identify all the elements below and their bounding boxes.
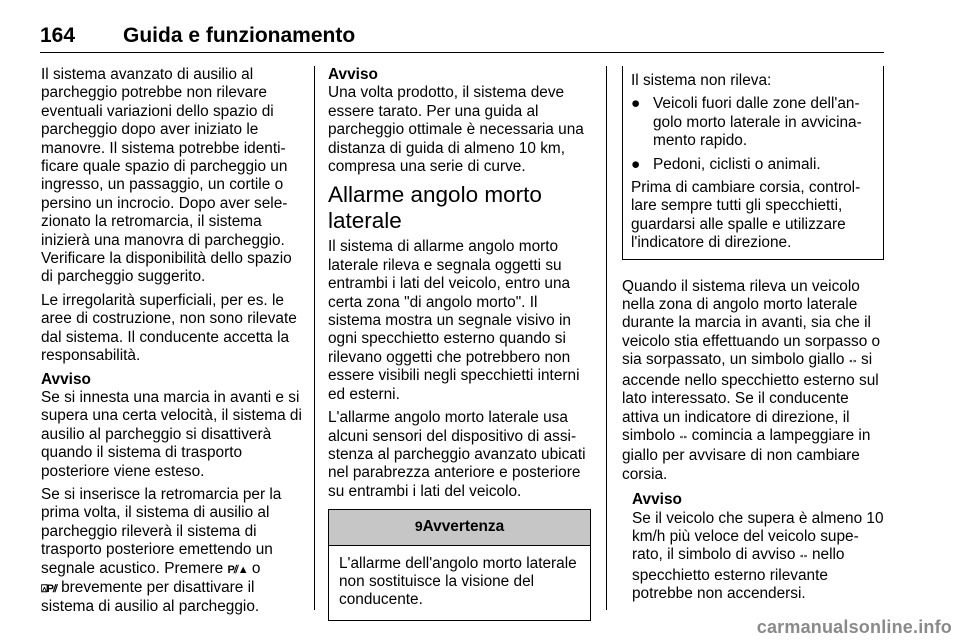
note-text: Una volta prodotto, il sistema deve essere tarato. Per una guida al parcheggio ottimale è necessaria una distanza di guida di almeno 10 km, compresa una serie di curve. bbox=[328, 84, 584, 176]
page-number: 164 bbox=[40, 24, 76, 47]
note-title: Avviso bbox=[632, 491, 682, 509]
paragraph-text: comincia a lampeggiare in giallo per avvisare di non cambiare corsia. bbox=[622, 426, 871, 483]
paragraph-text: Quando il sistema rileva un veicolo nella zona di angolo morto laterale durante la marcia in avanti, sia che il veicolo stia effettuando un sorpasso o sia sorpassato, un simbolo giallo bbox=[622, 277, 881, 369]
warning-icon: 9 bbox=[414, 518, 423, 535]
chapter-title: Guida e funzionamento bbox=[123, 24, 356, 47]
warning-header bbox=[329, 510, 590, 545]
paragraph-text: si accende nello specchietto esterno sul lato interessato. Se il conducente attiva un indicatore di direzione, il simbolo bbox=[622, 351, 879, 444]
section-heading: Allarme angolo morto laterale bbox=[328, 182, 542, 234]
list-item bbox=[631, 95, 875, 150]
park-assist-icon: P⫽▲ bbox=[227, 563, 248, 576]
paragraph-text: o bbox=[251, 559, 261, 577]
column-divider bbox=[606, 66, 607, 610]
paragraph-text: brevemente per disattivare il sistema di ausilio al parcheggio. bbox=[41, 578, 260, 616]
note-text: Se si innesta una marcia in avanti e si supera una certa velocità, il sistema di ausilio al parcheggio si disattiverà quando il sistema di trasporto posteriore viene esteso. bbox=[41, 388, 302, 480]
box-note: Prima di cambiare corsia, controllare sempre tutti gli specchietti, guardarsi alle spalle e utilizzare l'indicatore di direzione. bbox=[631, 179, 861, 252]
paragraph bbox=[41, 486, 302, 617]
mirror-warning-icon: ⁌⁍ bbox=[679, 432, 688, 442]
paragraph-text: Se si inserisce la retromarcia per la prima volta, il sistema di ausilio al parcheggio rileverà il sistema di trasporto posteriore emettendo un segnale acustico. Premere bbox=[41, 485, 282, 577]
note-title: Avviso bbox=[328, 66, 378, 83]
list-item-text: Veicoli fuori dalle zone dell'angolo morto laterale in avvicinamento rapido. bbox=[653, 95, 862, 150]
list-item bbox=[631, 156, 875, 174]
paragraph: L'allarme angolo morto laterale usa alcuni sensori del dispositivo di assistenza al parcheggio avanzato ubicati nel parabrezza anteriore e posteriore su entrambi i lati del veicolo. bbox=[328, 409, 586, 500]
page-header bbox=[40, 20, 884, 53]
park-assist-off-icon: ⍓P⫽ bbox=[41, 582, 57, 595]
paragraph: Le irregolarità superficiali, per es. le aree di costruzione, non sono rilevate dal sistema. Il conducente accetta la responsabilità. bbox=[41, 291, 297, 365]
column-right bbox=[622, 66, 884, 609]
info-box bbox=[622, 66, 884, 260]
watermark: carmanualsonline.info bbox=[756, 617, 952, 637]
column-middle bbox=[328, 66, 591, 621]
note-text-part: Se il veicolo che supera è almeno 10 km/h più veloce del veicolo superato, il simbolo di avviso bbox=[632, 509, 884, 564]
column-left bbox=[41, 66, 302, 622]
paragraph: Il sistema avanzato di ausilio al parcheggio potrebbe non rilevare eventuali variazioni dello spazio di parcheggio dopo aver iniziato le manovre. Il sistema potrebbe identificare quale spazio di parcheggio un ingresso, un passaggio, un cortile o persino un incrocio. Dopo aver selezionato la retromarcia, il sistema inizierà una manovra di parcheggio. Verificare la disponibilità dello spazio di parcheggio suggerito. bbox=[41, 66, 292, 286]
box-intro: Il sistema non rileva: bbox=[631, 72, 772, 89]
warning-box bbox=[328, 509, 591, 621]
paragraph: Il sistema di allarme angolo morto laterale rileva e segnala oggetti su entrambi i lati del veicolo, entro una certa zona "di angolo morto". Il sistema mostra un segnale visivo in ogni specchietto esterno quando si rilevano oggetti che potrebbero non essere visibili negli specchietti interni ed esterni. bbox=[328, 238, 580, 403]
note-text-part: nello specchietto esterno rilevante potrebbe non accendersi. bbox=[632, 546, 845, 603]
note-block bbox=[622, 491, 884, 603]
warning-title: Avvertenza bbox=[422, 518, 505, 536]
column-divider bbox=[314, 66, 315, 610]
bullet: ● bbox=[631, 95, 641, 113]
paragraph bbox=[622, 278, 884, 484]
warning-text: L'allarme dell'angolo morto laterale non sostituisce la visione del conducente. bbox=[339, 554, 577, 609]
note-title: Avviso bbox=[41, 370, 91, 388]
mirror-warning-icon: ⁌⁍ bbox=[799, 552, 808, 562]
bullet: ● bbox=[631, 155, 641, 173]
list-item-text: Pedoni, ciclisti o animali. bbox=[653, 155, 821, 173]
note-text bbox=[632, 510, 884, 604]
mirror-warning-icon: ⁌⁍ bbox=[848, 357, 857, 367]
